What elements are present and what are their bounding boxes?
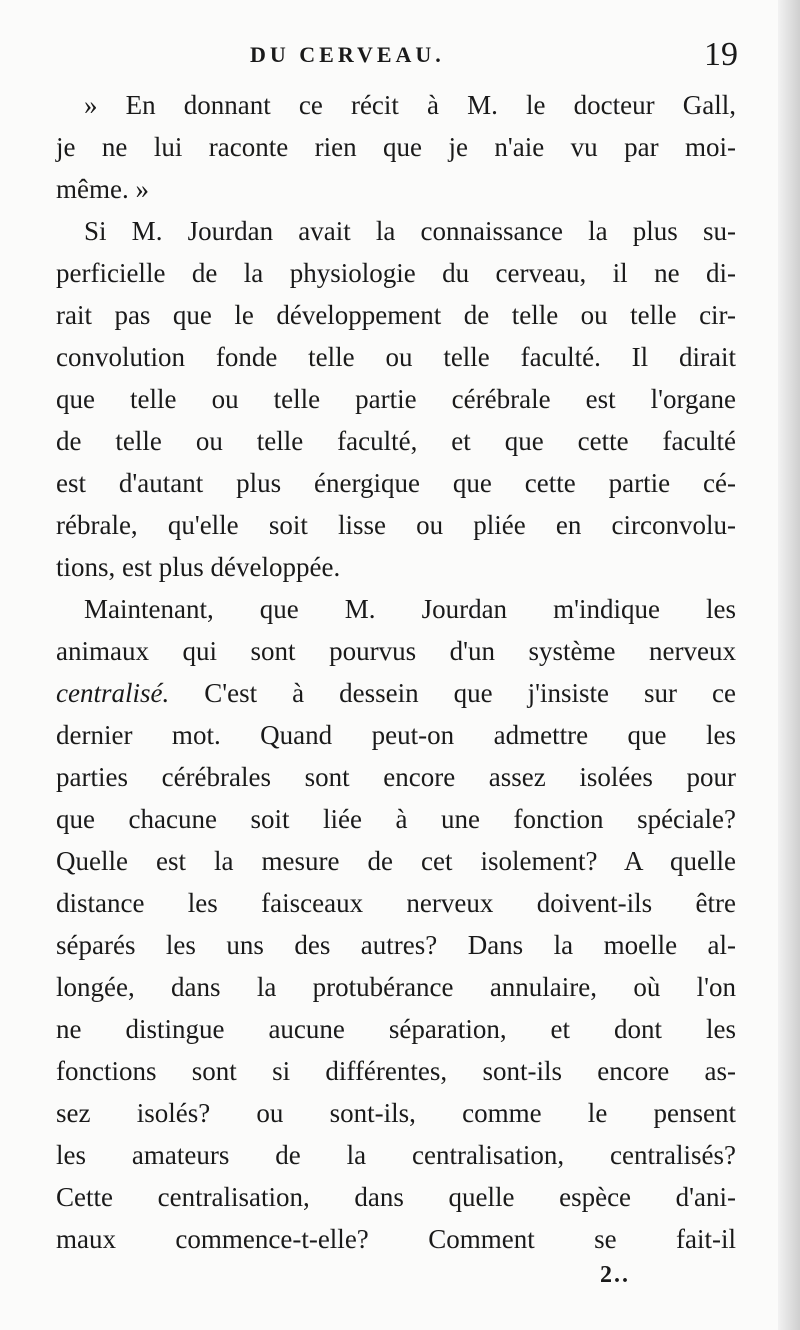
text-line: sez isolés? ou sont-ils, comme le pensent xyxy=(56,1098,736,1128)
text-line: tions, est plus développée. xyxy=(56,552,341,582)
text-line: rébrale, qu'elle soit lisse ou pliée en circonvolu- xyxy=(56,510,736,540)
text-line: Cette centralisation, dans quelle espèce d'ani- xyxy=(56,1182,736,1212)
text-line: ne distingue aucune séparation, et dont les xyxy=(56,1014,736,1044)
text-line: maux commence-t-elle? Comment se fait-il xyxy=(56,1224,736,1254)
text-line: animaux qui sont pourvus d'un système nerveux xyxy=(56,636,736,666)
page-edge-shadow xyxy=(778,0,800,1330)
text-line: dernier mot. Quand peut-on admettre que les xyxy=(56,720,736,750)
text-line: que telle ou telle partie cérébrale est l'organe xyxy=(56,384,736,414)
text-line: Si M. Jourdan avait la connaissance la plus su- xyxy=(84,216,736,246)
text-line: perficielle de la physiologie du cerveau, il ne di- xyxy=(56,258,736,288)
page-header xyxy=(40,36,750,76)
text-line: de telle ou telle faculté, et que cette faculté xyxy=(56,426,736,456)
page-number: 19 xyxy=(704,36,738,73)
signature-mark: 2.. xyxy=(600,1262,630,1288)
text-line: même. » xyxy=(56,174,149,204)
text-line: je ne lui raconte rien que je n'aie vu par moi- xyxy=(56,132,736,162)
text-line: séparés les uns des autres? Dans la moelle al- xyxy=(56,930,736,960)
text-line: » En donnant ce récit à M. le docteur Gall, xyxy=(84,90,736,120)
text-line: centralisé. C'est à dessein que j'insiste sur ce xyxy=(56,678,736,708)
text-line: distance les faisceaux nerveux doivent-ils être xyxy=(56,888,736,918)
text-line: parties cérébrales sont encore assez isolées pour xyxy=(56,762,736,792)
text-line: est d'autant plus énergique que cette partie cé- xyxy=(56,468,736,498)
italic-word: centralisé. xyxy=(56,678,170,708)
text-line: que chacune soit liée à une fonction spéciale? xyxy=(56,804,736,834)
text-line: Quelle est la mesure de cet isolement? A quelle xyxy=(56,846,736,876)
running-head: DU CERVEAU. xyxy=(250,42,445,67)
text-line: rait pas que le développement de telle ou telle cir- xyxy=(56,300,736,330)
body-text xyxy=(56,84,736,1260)
text-line: Maintenant, que M. Jourdan m'indique les xyxy=(84,594,736,624)
text-line: longée, dans la protubérance annulaire, où l'on xyxy=(56,972,736,1002)
text-line: les amateurs de la centralisation, centralisés? xyxy=(56,1140,736,1170)
text-line: fonctions sont si différentes, sont-ils encore as- xyxy=(56,1056,736,1086)
text-line: convolution fonde telle ou telle faculté. Il dirait xyxy=(56,342,736,372)
